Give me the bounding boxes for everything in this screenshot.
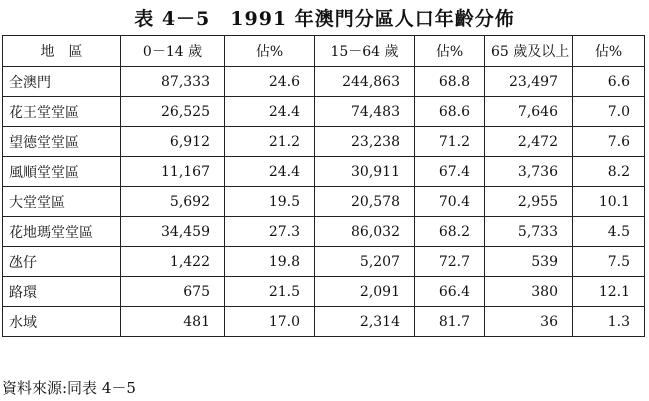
cell-age-15-64: 20,578 bbox=[315, 187, 415, 217]
cell-pct-0-14: 24.4 bbox=[225, 97, 315, 127]
header-row bbox=[3, 36, 645, 67]
cell-pct-15-64: 68.8 bbox=[415, 67, 485, 97]
table-row bbox=[3, 127, 645, 157]
cell-pct-15-64: 71.2 bbox=[415, 127, 485, 157]
cell-pct-15-64: 70.4 bbox=[415, 187, 485, 217]
cell-age-15-64: 2,091 bbox=[315, 277, 415, 307]
cell-age-15-64: 86,032 bbox=[315, 217, 415, 247]
cell-pct-0-14: 19.8 bbox=[225, 247, 315, 277]
cell-pct-65-plus: 8.2 bbox=[573, 157, 645, 187]
cell-pct-0-14: 21.5 bbox=[225, 277, 315, 307]
cell-age-65-plus: 2,955 bbox=[485, 187, 573, 217]
cell-age-0-14: 6,912 bbox=[121, 127, 225, 157]
cell-age-0-14: 675 bbox=[121, 277, 225, 307]
table-body bbox=[3, 67, 645, 337]
cell-region: 望德堂堂區 bbox=[3, 127, 121, 157]
header-age-15-64: 15－64 歲 bbox=[315, 36, 415, 67]
cell-pct-0-14: 24.6 bbox=[225, 67, 315, 97]
table-row bbox=[3, 307, 645, 337]
cell-age-0-14: 1,422 bbox=[121, 247, 225, 277]
cell-age-65-plus: 23,497 bbox=[485, 67, 573, 97]
cell-age-15-64: 5,207 bbox=[315, 247, 415, 277]
cell-age-15-64: 2,314 bbox=[315, 307, 415, 337]
cell-age-0-14: 87,333 bbox=[121, 67, 225, 97]
cell-region: 風順堂堂區 bbox=[3, 157, 121, 187]
table-title: 表 4－5 1991 年澳門分區人口年齡分佈 bbox=[134, 8, 515, 30]
table-row bbox=[3, 217, 645, 247]
cell-age-0-14: 34,459 bbox=[121, 217, 225, 247]
cell-pct-65-plus: 6.6 bbox=[573, 67, 645, 97]
cell-age-15-64: 244,863 bbox=[315, 67, 415, 97]
header-pct-15-64: 佔% bbox=[415, 36, 485, 67]
header-age-0-14: 0－14 歲 bbox=[121, 36, 225, 67]
cell-pct-0-14: 24.4 bbox=[225, 157, 315, 187]
cell-region: 全澳門 bbox=[3, 67, 121, 97]
cell-age-0-14: 26,525 bbox=[121, 97, 225, 127]
cell-pct-65-plus: 7.6 bbox=[573, 127, 645, 157]
header-age-65-plus: 65 歲及以上 bbox=[485, 36, 573, 67]
cell-age-65-plus: 539 bbox=[485, 247, 573, 277]
cell-pct-0-14: 19.5 bbox=[225, 187, 315, 217]
cell-age-65-plus: 2,472 bbox=[485, 127, 573, 157]
cell-age-15-64: 23,238 bbox=[315, 127, 415, 157]
cell-pct-65-plus: 12.1 bbox=[573, 277, 645, 307]
cell-age-0-14: 5,692 bbox=[121, 187, 225, 217]
cell-pct-65-plus: 7.5 bbox=[573, 247, 645, 277]
cell-region: 花地瑪堂堂區 bbox=[3, 217, 121, 247]
cell-pct-0-14: 27.3 bbox=[225, 217, 315, 247]
table-row bbox=[3, 157, 645, 187]
cell-age-0-14: 11,167 bbox=[121, 157, 225, 187]
cell-pct-65-plus: 7.0 bbox=[573, 97, 645, 127]
cell-age-15-64: 74,483 bbox=[315, 97, 415, 127]
cell-age-65-plus: 7,646 bbox=[485, 97, 573, 127]
cell-age-65-plus: 3,736 bbox=[485, 157, 573, 187]
table-row bbox=[3, 97, 645, 127]
cell-pct-15-64: 68.2 bbox=[415, 217, 485, 247]
table-row bbox=[3, 187, 645, 217]
cell-pct-65-plus: 4.5 bbox=[573, 217, 645, 247]
source-note: 資料來源:同表 4－5 bbox=[2, 379, 136, 397]
cell-pct-15-64: 66.4 bbox=[415, 277, 485, 307]
population-age-table bbox=[2, 35, 645, 337]
cell-region: 路環 bbox=[3, 277, 121, 307]
cell-pct-15-64: 68.6 bbox=[415, 97, 485, 127]
cell-age-0-14: 481 bbox=[121, 307, 225, 337]
cell-pct-65-plus: 10.1 bbox=[573, 187, 645, 217]
cell-age-15-64: 30,911 bbox=[315, 157, 415, 187]
header-pct-65-plus: 佔% bbox=[573, 36, 645, 67]
cell-age-65-plus: 36 bbox=[485, 307, 573, 337]
cell-age-65-plus: 380 bbox=[485, 277, 573, 307]
cell-age-65-plus: 5,733 bbox=[485, 217, 573, 247]
cell-pct-15-64: 81.7 bbox=[415, 307, 485, 337]
cell-pct-0-14: 17.0 bbox=[225, 307, 315, 337]
cell-region: 水域 bbox=[3, 307, 121, 337]
header-pct-0-14: 佔% bbox=[225, 36, 315, 67]
cell-pct-65-plus: 1.3 bbox=[573, 307, 645, 337]
cell-region: 大堂堂區 bbox=[3, 187, 121, 217]
header-region: 地 區 bbox=[3, 36, 121, 67]
cell-pct-15-64: 67.4 bbox=[415, 157, 485, 187]
table-row bbox=[3, 247, 645, 277]
cell-pct-15-64: 72.7 bbox=[415, 247, 485, 277]
cell-region: 花王堂堂區 bbox=[3, 97, 121, 127]
cell-pct-0-14: 21.2 bbox=[225, 127, 315, 157]
table-row bbox=[3, 67, 645, 97]
cell-region: 氹仔 bbox=[3, 247, 121, 277]
table-row bbox=[3, 277, 645, 307]
